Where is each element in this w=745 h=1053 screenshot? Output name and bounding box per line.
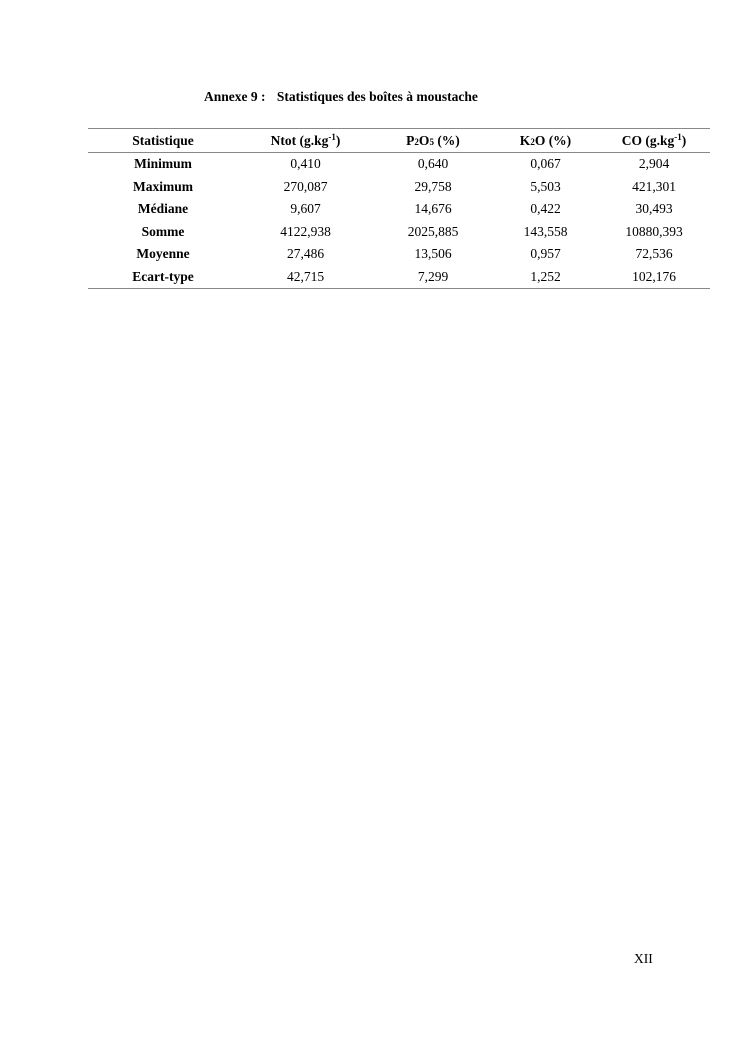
row-label: Maximum xyxy=(133,178,193,194)
cell-ntot: 42,715 xyxy=(286,268,325,284)
cell-ntot: 270,087 xyxy=(283,178,328,194)
header-k2o-sub2: 2 xyxy=(530,136,535,147)
table-header-row xyxy=(88,129,710,153)
table-row xyxy=(88,221,710,244)
cell-co: 421,301 xyxy=(632,178,676,194)
cell-co: 10880,393 xyxy=(625,223,683,239)
row-label: Médiane xyxy=(137,201,189,217)
header-k2o xyxy=(493,129,598,153)
cell-co: 2,904 xyxy=(638,156,670,172)
cell-ntot: 4122,938 xyxy=(280,223,331,239)
cell-k2o: 143,558 xyxy=(523,223,568,239)
header-p2o5 xyxy=(373,129,493,153)
row-label: Somme xyxy=(141,223,185,239)
header-ntot-base: Ntot (g.kg xyxy=(270,132,329,148)
header-co xyxy=(598,129,710,153)
header-p2o5-o: O xyxy=(418,132,430,148)
cell-k2o: 0,067 xyxy=(530,156,561,172)
row-label: Moyenne xyxy=(136,246,190,262)
statistics-table xyxy=(88,128,710,289)
cell-k2o: 0,422 xyxy=(530,201,561,217)
cell-co: 102,176 xyxy=(632,268,676,284)
cell-co: 30,493 xyxy=(635,201,673,217)
cell-p2o5: 2025,885 xyxy=(407,223,459,239)
header-k2o-k: K xyxy=(519,132,531,148)
table-caption xyxy=(204,89,478,105)
row-label: Ecart-type xyxy=(132,268,194,284)
page-number: XII xyxy=(634,951,653,966)
table-row xyxy=(88,243,710,266)
cell-p2o5: 29,758 xyxy=(414,178,452,194)
table-row xyxy=(88,266,710,289)
header-co-end: ) xyxy=(681,132,687,148)
header-p2o5-p: P xyxy=(406,132,415,148)
table-row xyxy=(88,153,710,176)
row-label: Minimum xyxy=(134,156,192,172)
cell-p2o5: 13,506 xyxy=(414,246,452,262)
cell-ntot: 27,486 xyxy=(286,246,325,262)
cell-k2o: 1,252 xyxy=(530,268,561,284)
table-row xyxy=(88,176,710,199)
cell-ntot: 9,607 xyxy=(290,201,321,217)
cell-co: 72,536 xyxy=(635,246,673,262)
header-p2o5-end: (%) xyxy=(433,132,460,148)
header-k2o-end: O (%) xyxy=(534,132,572,148)
header-ntot xyxy=(238,129,373,153)
table-row xyxy=(88,198,710,221)
header-co-base: CO (g.kg xyxy=(621,132,675,148)
cell-k2o: 5,503 xyxy=(530,178,561,194)
cell-ntot: 0,410 xyxy=(290,156,321,172)
header-ntot-end: ) xyxy=(335,132,341,148)
header-ntot-exponent: -1 xyxy=(328,131,336,142)
annexe-label: Annexe 9 : xyxy=(204,89,266,104)
cell-p2o5: 14,676 xyxy=(414,201,452,217)
cell-p2o5: 7,299 xyxy=(417,268,449,284)
caption-title: Statistiques des boîtes à moustache xyxy=(276,89,478,104)
cell-k2o: 0,957 xyxy=(530,246,561,262)
header-p2o5-sub5: 5 xyxy=(429,136,434,147)
header-co-exponent: -1 xyxy=(674,131,682,142)
cell-p2o5: 0,640 xyxy=(417,156,449,172)
header-p2o5-sub2: 2 xyxy=(414,136,419,147)
header-statistique: Statistique xyxy=(132,132,194,148)
